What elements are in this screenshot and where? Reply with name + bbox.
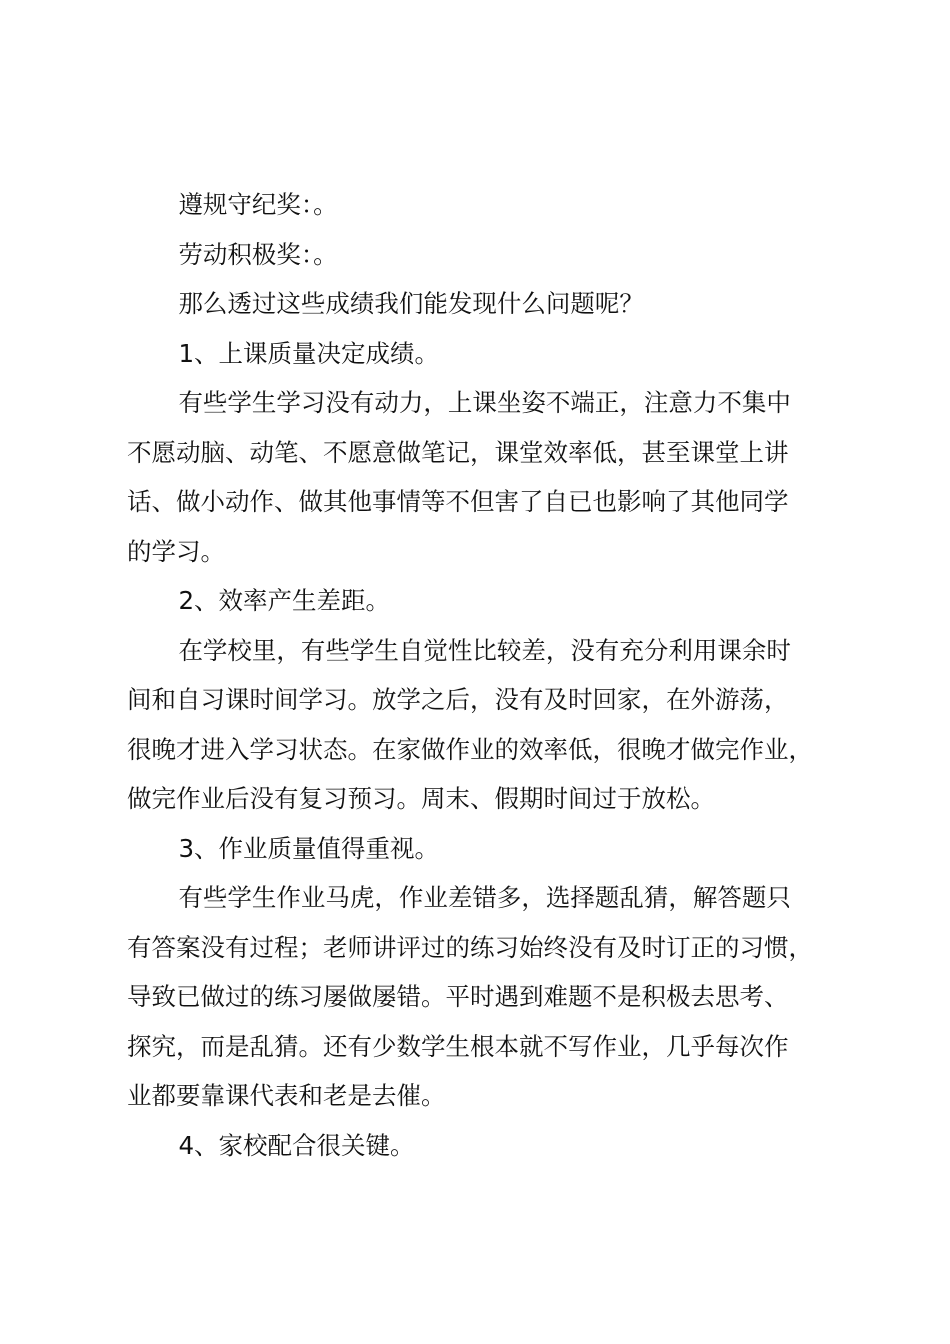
text-line: 话、做小动作、做其他事情等不但害了自已也影响了其他同学 bbox=[127, 487, 789, 516]
heading-point-1 bbox=[127, 329, 867, 379]
text-line: 间和自习课时间学习。放学之后，没有及时回家，在外游荡， bbox=[127, 685, 789, 714]
text-line: 1、上课质量决定成绩。 bbox=[178, 338, 440, 368]
text-line: 导致已做过的练习屡做屡错。平时遇到难题不是积极去思考、 bbox=[127, 982, 789, 1011]
text-line: 劳动积极奖：。 bbox=[178, 239, 338, 269]
text-line: 在学校里，有些学生自觉性比较差，没有充分利用课余时 bbox=[178, 635, 791, 665]
text-line: 的学习。 bbox=[127, 536, 225, 566]
text-line: 4、家校配合很关键。 bbox=[178, 1130, 415, 1160]
text-line: 3、作业质量值得重视。 bbox=[178, 833, 440, 863]
text-line: 探究，而是乱猜。还有少数学生根本就不写作业，几乎每次作 bbox=[127, 1031, 789, 1061]
paragraph-award-labor bbox=[127, 230, 867, 280]
paragraph-point-1-body bbox=[127, 378, 867, 576]
text-line: 有些学生学习没有动力，上课坐姿不端正，注意力不集中 bbox=[178, 388, 791, 417]
text-line: 不愿动脑、动笔、不愿意做笔记，课堂效率低，甚至课堂上讲 bbox=[127, 437, 789, 467]
paragraph-point-3-body bbox=[127, 873, 867, 1121]
paragraph-point-2-body bbox=[127, 626, 867, 824]
heading-point-2 bbox=[127, 576, 867, 626]
paragraph-award-discipline bbox=[127, 180, 867, 230]
text-line: 遵规守纪奖：。 bbox=[178, 190, 338, 219]
paragraph-question bbox=[127, 279, 867, 329]
text-line: 那么透过这些成绩我们能发现什么问题呢？ bbox=[178, 289, 644, 318]
text-line: 有些学生作业马虎，作业差错多，选择题乱猜，解答题只 bbox=[178, 883, 791, 912]
text-line: 有答案没有过程；老师讲评过的练习始终没有及时订正的习惯， bbox=[127, 932, 813, 962]
text-line: 业都要靠课代表和老是去催。 bbox=[127, 1081, 446, 1110]
text-line: 很晚才进入学习状态。在家做作业的效率低，很晚才做完作业， bbox=[127, 734, 813, 764]
text-line: 2、效率产生差距。 bbox=[178, 586, 391, 615]
document-body bbox=[127, 180, 867, 1170]
heading-point-4 bbox=[127, 1121, 867, 1171]
heading-point-3 bbox=[127, 824, 867, 874]
text-line: 做完作业后没有复习预习。周末、假期时间过于放松。 bbox=[127, 784, 715, 813]
